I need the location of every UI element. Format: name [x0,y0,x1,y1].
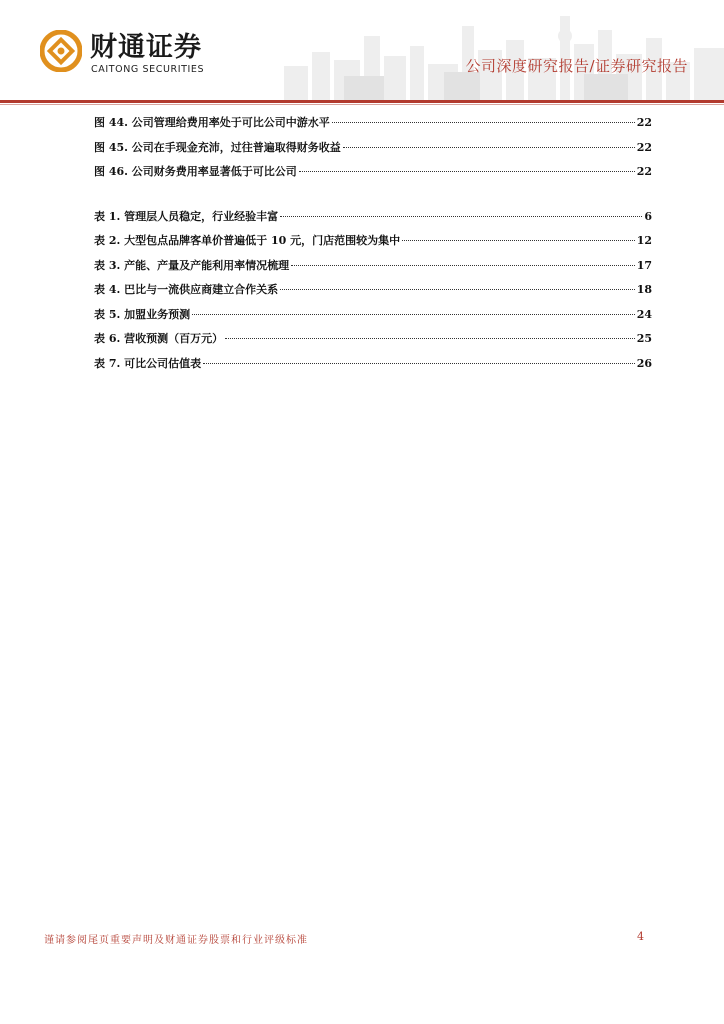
brand-name-cn: 财通证券 [90,32,202,63]
toc-entry-label: 图 45. 公司在手现金充沛，过往普遍取得财务收益 [94,140,341,154]
toc-table-entry[interactable] [94,330,652,355]
header-divider-thin [0,104,724,105]
toc-entry-label: 表 7. 可比公司估值表 [94,356,202,370]
toc-dot-leader [225,338,635,339]
toc-dot-leader [203,363,635,364]
toc-entry-label: 表 2. 大型包点品牌客单价普遍低于 10 元，门店范围较为集中 [94,234,401,247]
toc-figure-entry[interactable] [94,139,652,164]
toc-entry-label: 表 6. 营收预测（百万元） [94,332,224,345]
caitong-logo-icon [40,30,82,72]
toc-entry-page: 22 [636,165,652,178]
toc-table-entry[interactable] [94,281,652,306]
toc-entry-page: 22 [636,116,652,129]
toc-table-entry[interactable] [94,355,652,380]
toc-entry-label: 表 5. 加盟业务预测 [94,307,191,321]
toc-figure-entry[interactable] [94,114,652,139]
toc-entry-label: 表 1. 管理层人员稳定，行业经验丰富 [94,209,279,223]
toc-entry-page: 25 [636,332,652,345]
toc-dot-leader [192,314,635,315]
toc-entry-page: 12 [636,234,652,247]
toc-entry-page: 22 [636,140,652,154]
toc-figure-entry[interactable] [94,163,652,188]
toc-entry-page: 26 [636,356,652,370]
toc-dot-leader [280,289,635,290]
toc-table-entry[interactable] [94,257,652,282]
toc-entry-label: 表 3. 产能、产量及产能利用率情况梳理 [94,258,290,272]
toc-section-gap [94,188,652,208]
toc-dot-leader [343,147,635,148]
toc-entry-label: 图 46. 公司财务费用率显著低于可比公司 [94,165,297,178]
report-type-label: 公司深度研究报告/证券研究报告 [465,57,688,75]
toc-dot-leader [332,122,635,123]
header-divider [0,100,724,103]
toc-table-entry[interactable] [94,208,652,233]
toc-table-entry[interactable] [94,232,652,257]
page-number: 4 [637,930,644,943]
table-of-contents [94,114,652,379]
toc-entry-label: 图 44. 公司管理给费用率处于可比公司中游水平 [94,116,330,129]
toc-dot-leader [299,171,635,172]
city-skyline-graphic [284,6,724,100]
toc-dot-leader [280,216,642,217]
toc-entry-page: 18 [636,283,652,296]
toc-dot-leader [402,240,635,241]
toc-entry-page: 6 [644,209,652,223]
toc-table-entry[interactable] [94,306,652,331]
footer-disclaimer: 谨请参阅尾页重要声明及财通证券股票和行业评级标准 [44,935,308,946]
toc-entry-page: 24 [636,307,652,321]
toc-dot-leader [291,265,635,266]
brand-name-en: CAITONG SECURITIES [91,64,205,75]
page-header [0,0,724,104]
toc-entry-label: 表 4. 巴比与一流供应商建立合作关系 [94,283,279,296]
toc-entry-page: 17 [636,258,652,272]
